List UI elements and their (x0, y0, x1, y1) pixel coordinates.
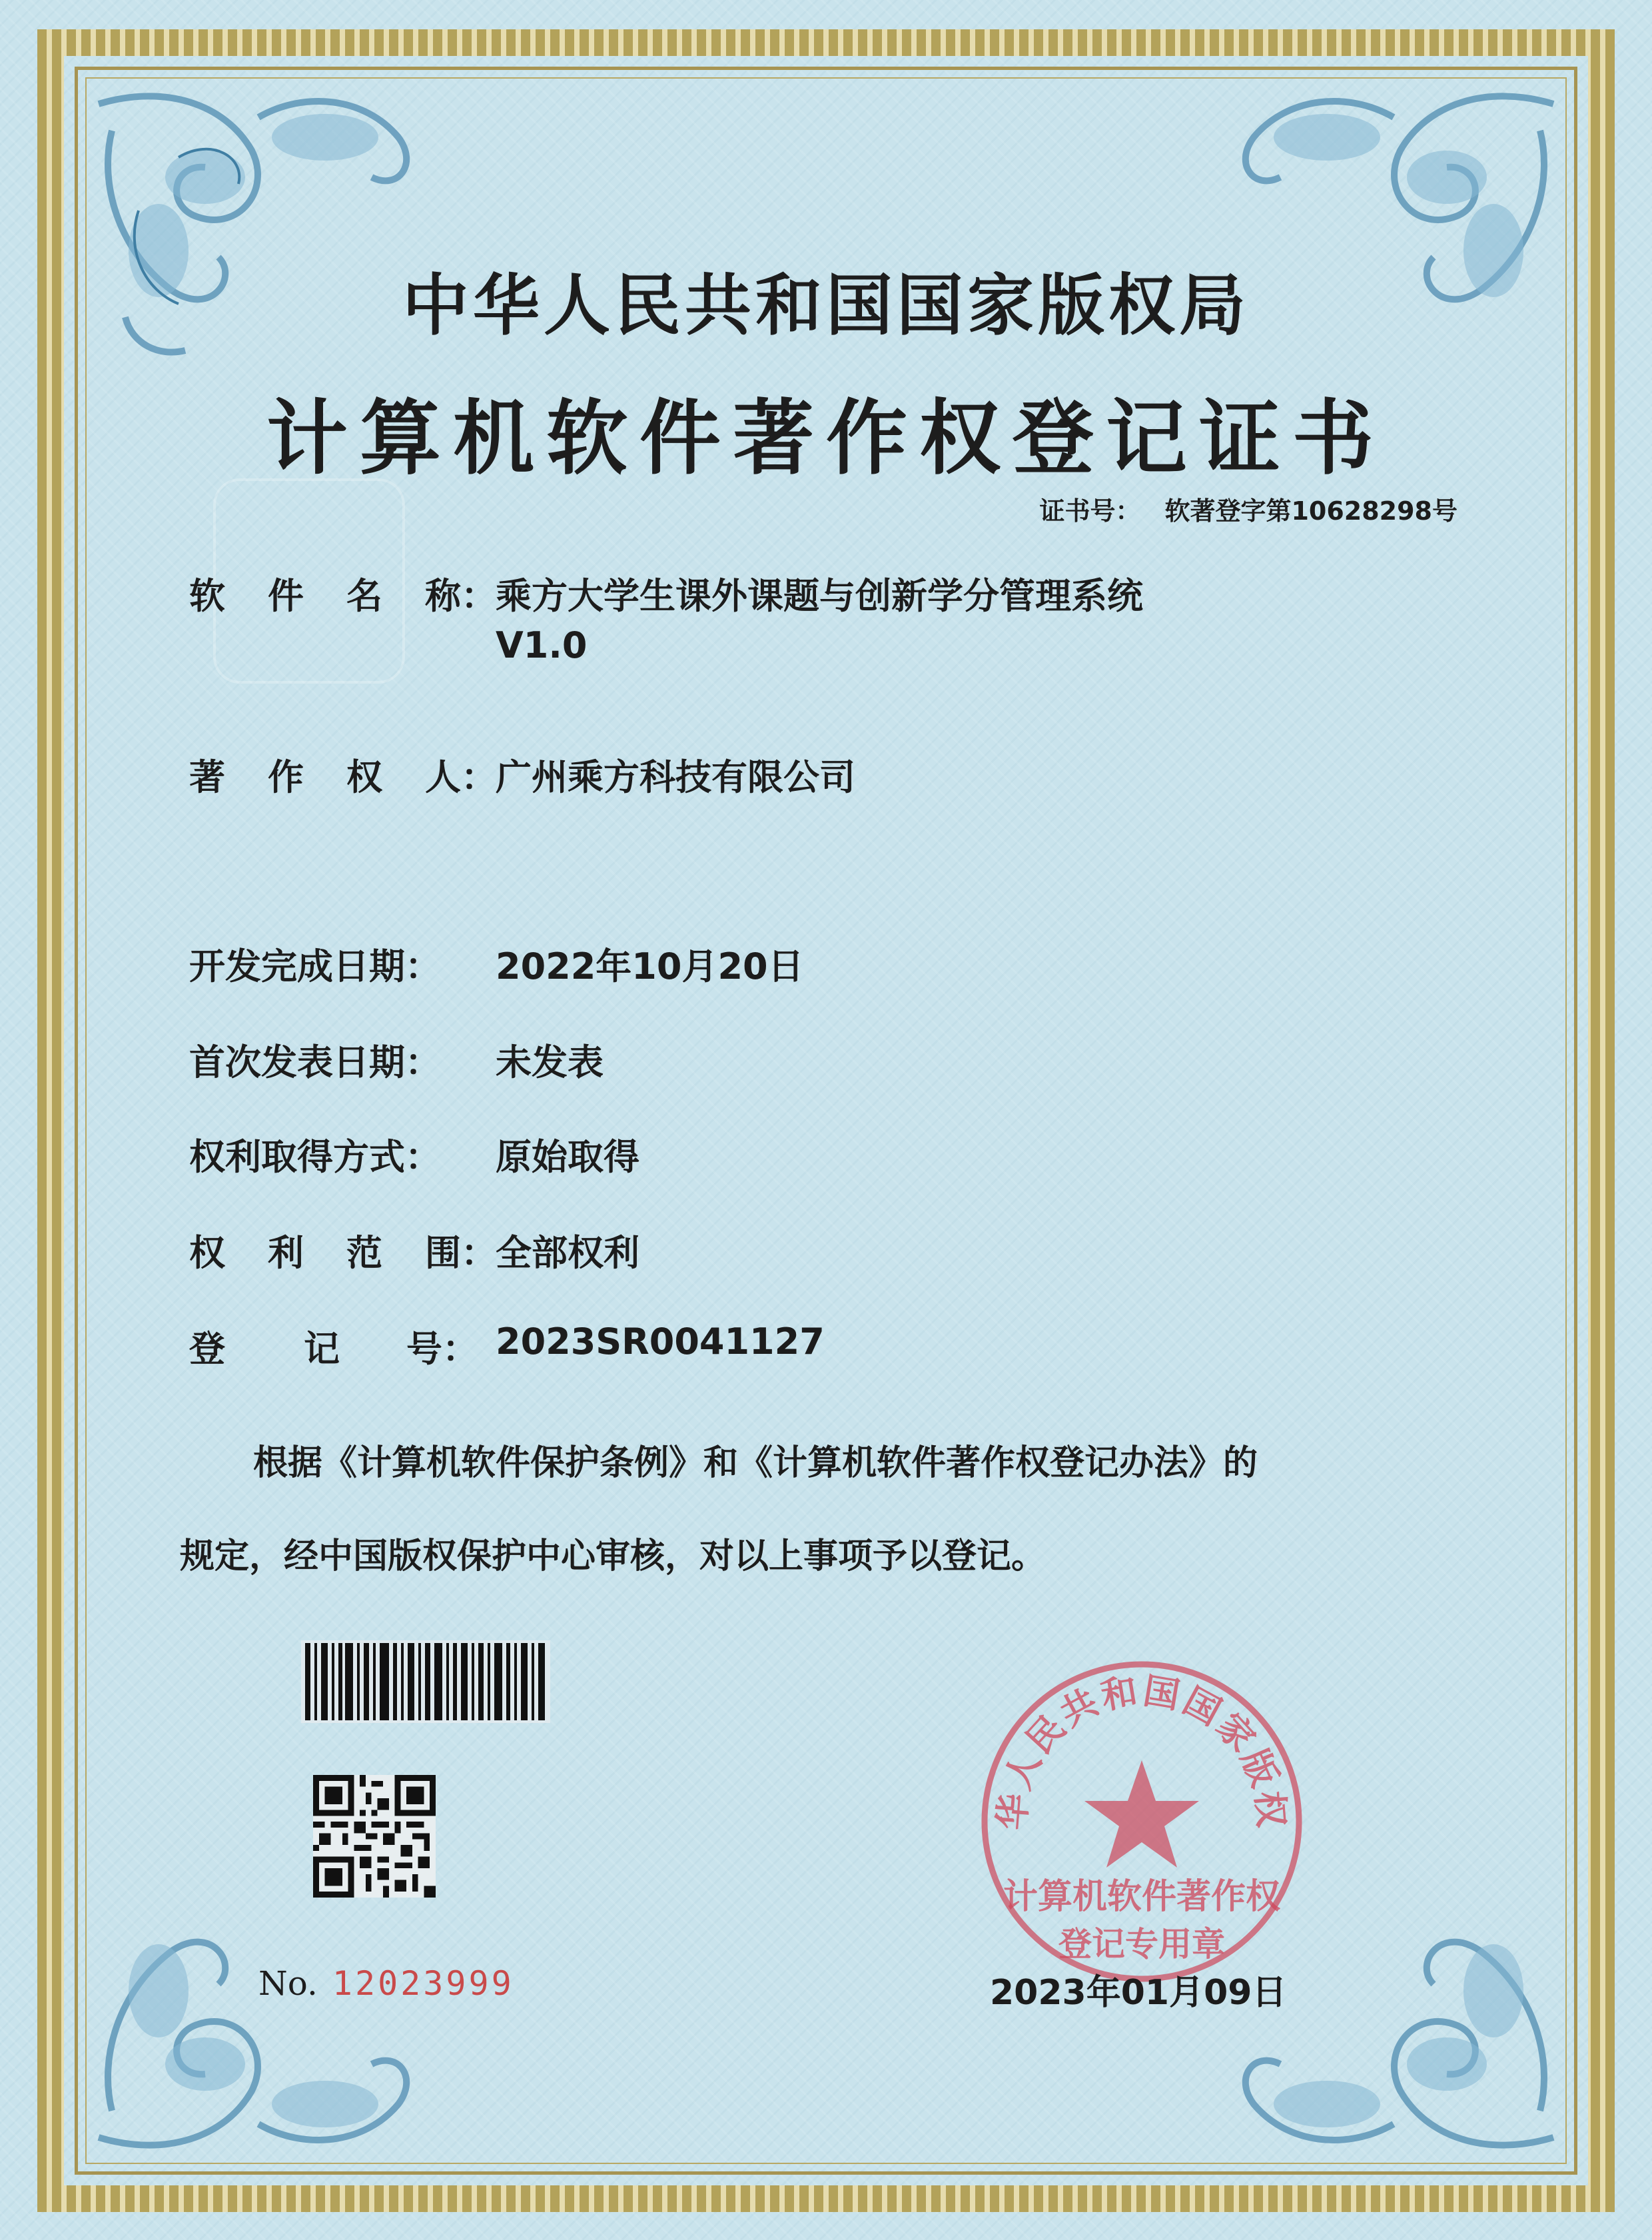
certificate-title: 计算机软件著作权登记证书 (266, 391, 1386, 486)
field-completion-date (189, 938, 804, 989)
field-first-publication (189, 1034, 604, 1085)
field-label: 软 件 名 称： (189, 575, 497, 617)
software-version-value: V1.0 (496, 624, 588, 666)
serial-prefix: No. (258, 1964, 318, 2003)
field-registration-number (189, 1321, 825, 1372)
legal-statement (180, 1416, 1485, 1603)
field-label: 权利取得方式： (189, 1136, 441, 1178)
certificate-number-value: 软著登字第10628298号 (1164, 496, 1457, 526)
corner-ornament-bottom-left (85, 1871, 432, 2164)
qr-code-icon (313, 1775, 436, 1898)
first-publication-value: 未发表 (496, 1041, 604, 1083)
barcode-icon (301, 1640, 550, 1723)
issue-date: 2023年01月09日 (990, 1973, 1287, 2013)
legal-statement-line-1: 根据《计算机软件保护条例》和《计算机软件著作权登记办法》的 (253, 1443, 1258, 1483)
field-acquisition-method (189, 1129, 639, 1180)
acquisition-value: 原始取得 (496, 1136, 639, 1178)
issuing-authority: 中华人民共和国国家版权局 (402, 267, 1250, 344)
rights-scope-value: 全部权利 (496, 1232, 639, 1274)
legal-statement-line-2: 规定，经中国版权保护中心审核，对以上事项予以登记。 (180, 1536, 1046, 1576)
official-seal-icon (969, 1648, 1315, 1995)
certificate-number (1039, 490, 1457, 527)
registration-number-value: 2023SR0041127 (496, 1321, 825, 1363)
copyright-owner-value: 广州乘方科技有限公司 (496, 756, 855, 798)
field-label: 登 记 号： (189, 1328, 478, 1370)
seal-arc-text: 华人民共和国国家版权 (991, 1669, 1293, 1832)
field-label: 权 利 范 围： (189, 1232, 497, 1274)
completion-date-value: 2022年10月20日 (496, 945, 804, 987)
field-rights-scope (189, 1225, 639, 1276)
software-name-value: 乘方大学生课外课题与创新学分管理系统 (496, 575, 1143, 617)
field-software-name (189, 568, 1143, 666)
field-label: 开发完成日期： (189, 945, 441, 987)
seal-line-2: 登记专用章 (1058, 1925, 1225, 1963)
serial-number (258, 1964, 514, 2003)
seal-line-1: 计算机软件著作权 (1003, 1877, 1280, 1917)
field-label: 著 作 权 人： (189, 756, 497, 798)
serial-value: 12023999 (332, 1964, 514, 2003)
certificate-number-label: 证书号： (1039, 496, 1141, 526)
field-label: 首次发表日期： (189, 1041, 441, 1083)
field-copyright-owner (189, 749, 855, 800)
